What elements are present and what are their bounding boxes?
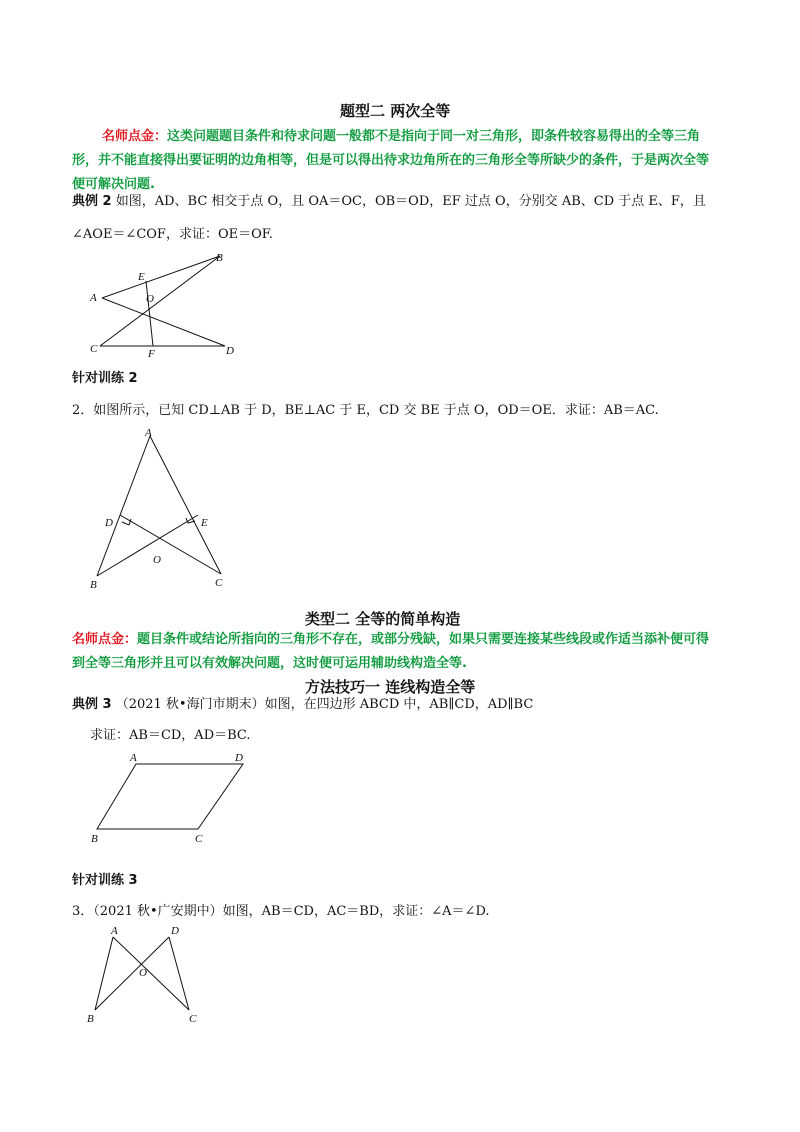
point-label-a: A [111, 925, 118, 937]
tip-text: 题目条件或结论所指向的三角形不存在，或部分残缺，如果只需要连接某些线段或作适当添补便可得到全等三角形并且可以有效解决问题，这时便可运用辅助线构造全等. [72, 632, 710, 671]
training-2-heading: 针对训练 2 [72, 371, 138, 386]
section-title-two-congruence: 题型二 两次全等 [340, 102, 451, 120]
point-label-d: D [171, 925, 179, 937]
training-2-text: 2．如图所示，已知 CD⊥AB 于 D，BE⊥AC 于 E，CD 交 BE 于点 O，OD＝OE．求证：AB＝AC. [72, 403, 659, 418]
training-2-figure [85, 422, 245, 592]
training-3-text: 3．（2021 秋•广安期中）如图，AB＝CD，AC＝BD，求证：∠A＝∠D. [72, 904, 490, 919]
example-3-line-1 [72, 696, 533, 714]
point-label-e: E [138, 271, 145, 283]
parallelogram-abcd [97, 764, 243, 829]
example-3-label: 典例 3 [72, 697, 112, 712]
tip-label: 名师点金： [72, 632, 138, 647]
example-2-label: 典例 2 [72, 194, 112, 209]
point-label-c: C [189, 1013, 197, 1025]
point-label-b: B [90, 579, 97, 591]
point-label-o: O [139, 967, 147, 979]
segment-ab [95, 937, 113, 1010]
tip-label: 名师点金： [102, 129, 168, 144]
point-label-f: F [148, 348, 155, 360]
example-3-line-2: 求证：AB＝CD，AD＝BC. [90, 728, 251, 743]
method-title: 方法技巧一 连线构造全等 [305, 678, 476, 696]
example-3-text-1: （2021 秋•海门市期末）如图，在四边形 ABCD 中，AB∥CD，AD∥BC [115, 697, 534, 712]
right-angle-mark-d [122, 519, 131, 525]
point-label-b: B [216, 252, 223, 264]
example-3-figure [85, 748, 255, 848]
segment-ab [102, 256, 220, 298]
training-3-figure [85, 922, 215, 1027]
segment-bc [100, 256, 220, 346]
point-label-d: D [226, 345, 234, 357]
segment-ab [97, 436, 150, 576]
point-label-b: B [91, 833, 98, 845]
tip-text: 这类问题题目条件和待求问题一般都不是指向于同一对三角形，即条件较容易得出的全等三角形，并不能直接得出要证明的边角相等，但是可以得出待求边角所在的三角形全等所缺少的条件，于是两次全等便可解决问题. [72, 129, 710, 192]
teacher-tip-2 [72, 628, 712, 676]
segment-ac [113, 937, 189, 1010]
segment-db [95, 937, 169, 1010]
segment-ef [146, 281, 153, 346]
point-label-o: O [146, 293, 154, 305]
example-2-text-1: 如图，AD、BC 相交于点 O，且 OA＝OC，OB＝OD，EF 过点 O，分别交 AB、CD 于点 E、F，且 [115, 194, 706, 209]
teacher-tip-1 [72, 125, 712, 197]
section-title-simple-construction: 类型二 全等的简单构造 [305, 610, 461, 628]
point-label-e: E [201, 517, 208, 529]
example-2-line-1 [72, 193, 706, 211]
point-label-c: C [90, 343, 98, 355]
point-label-b: B [87, 1013, 94, 1025]
point-label-a: A [130, 752, 137, 764]
point-label-d: D [105, 517, 113, 529]
point-label-c: C [215, 577, 223, 589]
point-label-o: O [153, 554, 161, 566]
point-label-c: C [195, 833, 203, 845]
example-2-figure [80, 248, 250, 363]
point-label-a: A [90, 292, 97, 304]
segment-dc [169, 937, 189, 1010]
point-label-a: A [145, 427, 152, 439]
segment-ad [102, 298, 225, 346]
point-label-d: D [235, 752, 243, 764]
training-3-heading: 针对训练 3 [72, 873, 138, 888]
example-2-line-2: ∠AOE＝∠COF，求证：OE＝OF. [72, 227, 273, 242]
